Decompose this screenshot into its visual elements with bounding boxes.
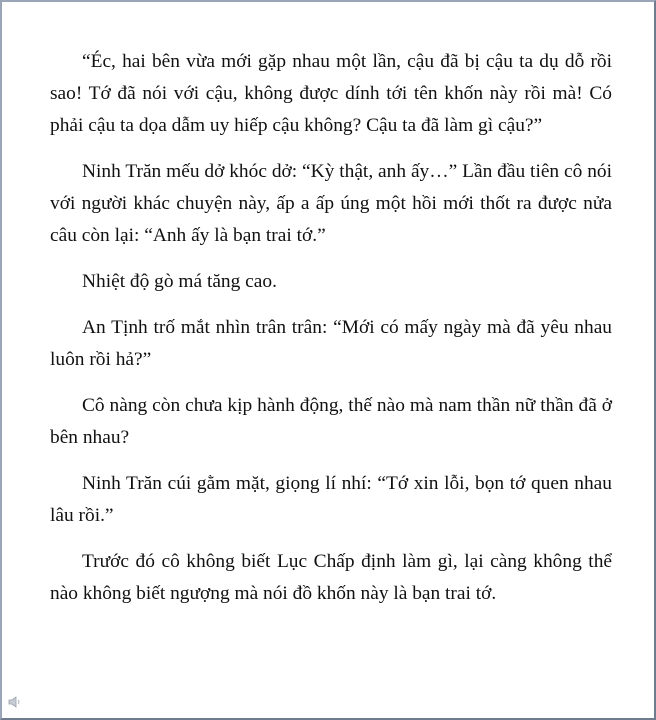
paragraph-4: An Tịnh trố mắt nhìn trân trân: “Mới có mấy ngày mà đã yêu nhau luôn rồi hả?” — [50, 317, 612, 370]
paragraph-3: Nhiệt độ gò má tăng cao. — [82, 271, 277, 292]
paragraph-2: Ninh Trăn mếu dở khóc dở: “Kỳ thật, anh ấy…” Lần đầu tiên cô nói với người khác chuyện này, ấp a ấp úng một hồi mới thốt ra được nửa câu còn lại: “Anh ấy là bạn trai tớ.” — [50, 161, 612, 246]
speaker-icon[interactable] — [8, 696, 22, 708]
paragraph-5: Cô nàng còn chưa kịp hành động, thế nào mà nam thần nữ thần đã ở bên nhau? — [50, 395, 612, 448]
document-page — [50, 46, 612, 624]
paragraph-7: Trước đó cô không biết Lục Chấp định làm gì, lại càng không thể nào không biết ngượng mà nói đồ khốn này là bạn trai tớ. — [50, 551, 612, 604]
paragraph-1: “Éc, hai bên vừa mới gặp nhau một lần, cậu đã bị cậu ta dụ dỗ rồi sao! Tớ đã nói với cậu, không được dính tới tên khốn này rồi mà! Có phải cậu ta dọa dẫm uy hiếp cậu không? Cậu ta đã làm gì cậu?” — [50, 51, 612, 136]
paragraph-6: Ninh Trăn cúi gằm mặt, giọng lí nhí: “Tớ xin lỗi, bọn tớ quen nhau lâu rồi.” — [50, 473, 612, 526]
